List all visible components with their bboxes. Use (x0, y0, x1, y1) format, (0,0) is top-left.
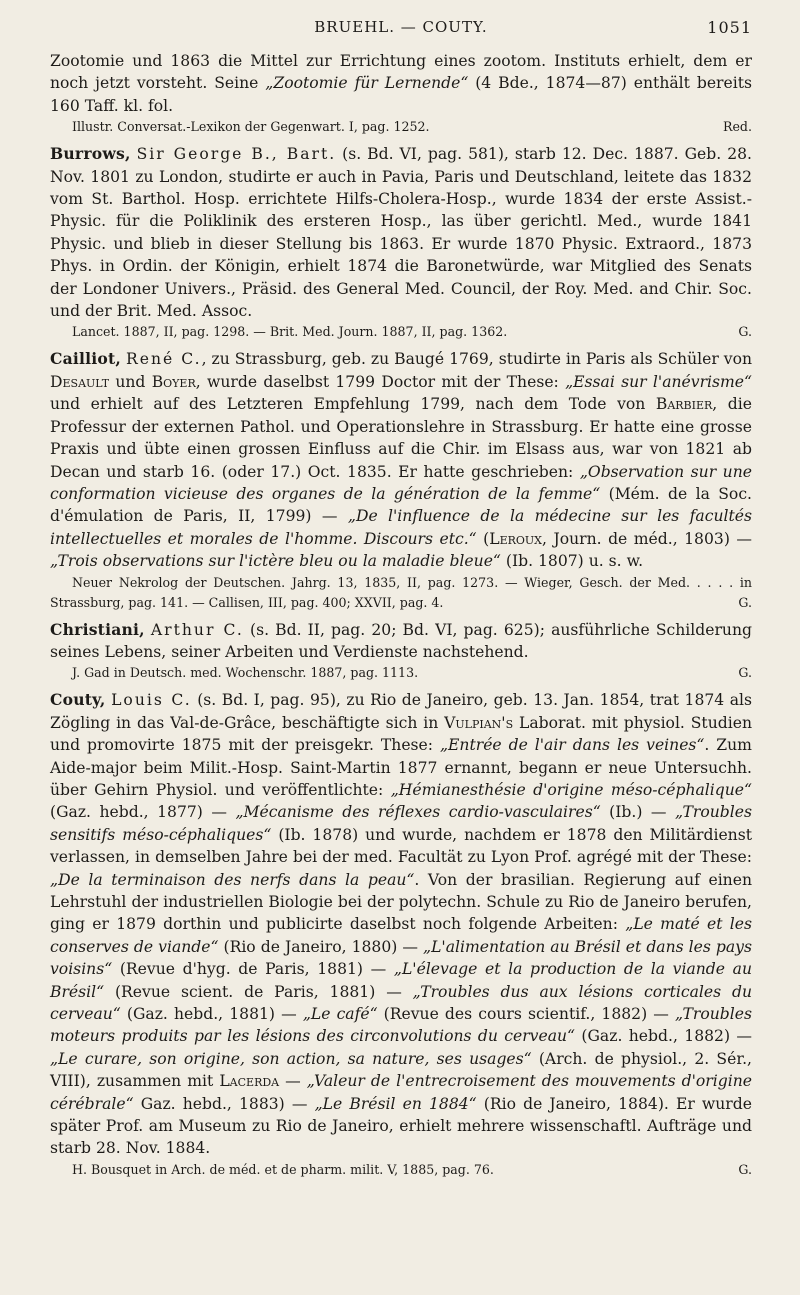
author-signature: G. (738, 594, 752, 610)
work-title: „Le curare, son origine, son action, sa nature, ses usages“ (50, 1049, 532, 1068)
entry-given-name: René C. (126, 350, 202, 369)
entry-name: Burrows, (50, 144, 131, 164)
entry-text: Christiani, Arthur C. (s. Bd. II, pag. 20; Bd. VI, pag. 625); ausführliche Schilderung seines Lebens, seiner Arbeiten und Verdienste nachstehend. (50, 619, 752, 661)
work-title: „Observation sur une conformation vicieuse des organes de la génération de la femme“ (50, 462, 752, 503)
work-title: „De l'influence de la médecine sur les facultés intellectuelles et morales de l'homme. Discours etc.“ (50, 507, 752, 548)
entry-name: Couty, (50, 690, 106, 710)
entry-text: Zootomie und 1863 die Mittel zur Errichtung eines zootom. Instituts erhielt, dem er noch jetzt vorsteht. Seine „Zootomie für Lernende“ (4 Bde., 1874—87) enthält bereits 160 Taff. kl. fol. (50, 52, 752, 115)
work-title: „Troubles moteurs produits par les lésions des circonvolutions du cerveau“ (50, 1005, 753, 1046)
entry-continuation (50, 50, 752, 137)
person-vulpian: Vulpian's (444, 713, 514, 732)
entry-cailliot (50, 348, 752, 612)
entry-name: Cailliot, (50, 349, 122, 369)
entry-burrows (50, 143, 752, 342)
entry-christiani (50, 619, 752, 684)
entry-source: Lancet. 1887, II, pag. 1298. — Brit. Med. Journ. 1887, II, pag. 1362. G. (50, 322, 752, 342)
person-boyer: Boyer (151, 372, 196, 391)
person-desault: Desault (50, 372, 110, 391)
work-title: „Entrée de l'air dans les veines“ (439, 736, 705, 755)
person-leroux: Leroux (489, 529, 543, 548)
entry-text: Burrows, Sir George B., Bart. (s. Bd. VI, pag. 581), starb 12. Dec. 1887. Geb. 28. Nov. 1801 zu London, studirte er auch in Pavia, Paris und Deutschland, leitete das 1832 vom St. Barthol. Hosp. errichtete Hilfs-Cholera-Hosp., wurde 1834 der erste Assist.-Physic. für die Poliklinik des ersteren Hosp., las über gerichtl. Med., wurde 1841 Physic. und blieb in dieser Stellung bis 1863. Er wurde 1870 Physic. Extraord., 1873 Phys. in Ordin. der Königin, erhielt 1874 die Baronetwürde, war Mitglied des Senats der Londoner Univers., Präsid. des General Med. Council, der Roy. Med. and Chir. Soc. und der Brit. Med. Assoc. (50, 144, 752, 321)
entry-text: Couty, Louis C. (s. Bd. I, pag. 95), zu Rio de Janeiro, geb. 13. Jan. 1854, trat 1874 als Zögling in das Val-de-Grâce, beschäftigte sich in Vulpian's Laborat. mit physiol. Studien und promovirte 1875 mit der preisgekr. These: „Entrée de l'air dans les veines“. Zum Aide-major beim Milit.-Hosp. Saint-Martin 1877 ernannt, begann er neue Untersuchh. über Gehirn Physiol. und veröffentlichte: „Hémianesthésie d'origine méso-céphalique“ (Gaz. hebd., 1877) — „Mécanisme des réflexes cardio-vasculaires“ (Ib.) — „Troubles sensitifs méso-céphaliques“ (Ib. 1878) und wurde, nachdem er 1878 den Militärdienst verlassen, in demselben Jahre bei der med. Facultät zu Lyon Prof. agrégé mit der These: „De la terminaison des nerfs dans la peau“. Von der brasilian. Regierung auf einen Lehrstuhl der industriellen Biologie bei der polytechn. Schule zu Rio de Janeiro berufen, ging er 1879 dorthin und publicirte daselbst noch folgende Arbeiten: „Le maté et les conserves de viande“ (Rio de Janeiro, 1880) — „L'alimentation au Brésil et dans les pays voisins“ (Revue d'hyg. de Paris, 1881) — „L'élevage et la production de la viande au Brésil“ (Revue scient. de Paris, 1881) — „Troubles dus aux lésions corticales du cerveau“ (Gaz. hebd., 1881) — „Le café“ (Revue des cours scientif., 1882) — „Troubles moteurs produits par les lésions des circonvolutions du cerveau“ (Gaz. hebd., 1882) — „Le curare, son origine, son action, sa nature, ses usages“ (Arch. de physiol., 2. Sér., VIII), zusammen mit Lacerda — „Valeur de l'entrecroisement des mouvements d'origine cérébrale“ Gaz. hebd., 1883) — „Le Brésil en 1884“ (Rio de Janeiro, 1884). Er wurde später Prof. am Museum zu Rio de Janeiro, erhielt mehrere wissenschaftl. Aufträge und starb 28. Nov. 1884. (50, 690, 753, 1158)
work-title: „Essai sur l'anévrisme“ (565, 372, 753, 391)
work-title: „L'élevage et la production de la viande au Brésil“ (50, 960, 752, 1001)
work-title: „Troubles dus aux lésions corticales du cerveau“ (50, 982, 752, 1024)
author-signature: G. (738, 324, 752, 340)
work-title: „Le Brésil en 1884“ (314, 1094, 477, 1113)
entry-given-name: Sir George B., Bart. (136, 145, 337, 164)
running-header (50, 18, 752, 44)
entry-couty (50, 689, 752, 1180)
entry-name: Christiani, (50, 619, 145, 639)
entry-source: J. Gad in Deutsch. med. Wochenschr. 1887, pag. 1113. G. (50, 663, 752, 683)
work-title: „Hémianesthésie d'origine méso-céphalique“ (390, 780, 753, 799)
entry-source: Neuer Nekrolog der Deutschen. Jahrg. 13, 1835, II, pag. 1273. — Wieger, Gesch. der Med. . . . . in Strassburg, pag. 141. — Callisen, III, pag. 400; XXVII, pag. 4. G. (50, 573, 752, 613)
work-title: „Trois observations sur l'ictère bleu ou la maladie bleue“ (50, 552, 501, 571)
work-title: „Troubles sensitifs méso-céphaliques“ (50, 803, 753, 844)
author-signature: G. (738, 665, 752, 681)
work-title: „Le maté et les conserves de viande“ (50, 915, 752, 956)
entry-source: Illustr. Conversat.-Lexikon der Gegenwart. I, pag. 1252. Red. (50, 117, 752, 137)
entry-text: Cailliot, René C., zu Strassburg, geb. zu Baugé 1769, studirte in Paris als Schüler von Desault und Boyer, wurde daselbst 1799 Doctor mit der These: „Essai sur l'anévrisme“ und erhielt auf des Letzteren Empfehlung 1799, nach dem Tode von Barbier, die Professur der externen Pathol. und Operationslehre in Strassburg. Er hatte eine grosse Praxis und übte einen grossen Einfluss auf die Chir. im Elsass aus, war von 1821 ab Decan und starb 16. (oder 17.) Oct. 1835. Er hatte geschrieben: „Observation sur une conformation vicieuse des organes de la génération de la femme“ (Mém. de la Soc. d'émulation de Paris, II, 1799) — „De l'influence de la médecine sur les facultés intellectuelles et morales de l'homme. Discours etc.“ (Leroux, Journ. de méd., 1803) — „Trois observations sur l'ictère bleu ou la maladie bleue“ (Ib. 1807) u. s. w. (50, 349, 753, 571)
work-title: „Zootomie für Lernende“ (265, 74, 469, 93)
person-barbier: Barbier (655, 395, 713, 414)
page-number: 1051 (707, 18, 752, 37)
work-title: „De la terminaison des nerfs dans la peau“ (50, 870, 415, 889)
entry-source: H. Bousquet in Arch. de méd. et de pharm. milit. V, 1885, pag. 76. G. (50, 1160, 752, 1180)
header-title: BRUEHL. — COUTY. (314, 18, 488, 36)
entry-given-name: Arthur C. (150, 620, 244, 639)
person-lacerda: Lacerda (219, 1072, 280, 1091)
author-signature: G. (738, 1161, 752, 1177)
work-title: „Le café“ (302, 1005, 378, 1024)
work-title: „Mécanisme des réflexes cardio-vasculaires“ (235, 803, 601, 822)
work-title: „L'alimentation au Brésil et dans les pays voisins“ (50, 937, 752, 979)
entry-given-name: Louis C. (111, 691, 192, 710)
work-title: „Valeur de l'entrecroisement des mouvements d'origine cérébrale“ (50, 1072, 752, 1113)
author-signature: Red. (722, 119, 752, 135)
